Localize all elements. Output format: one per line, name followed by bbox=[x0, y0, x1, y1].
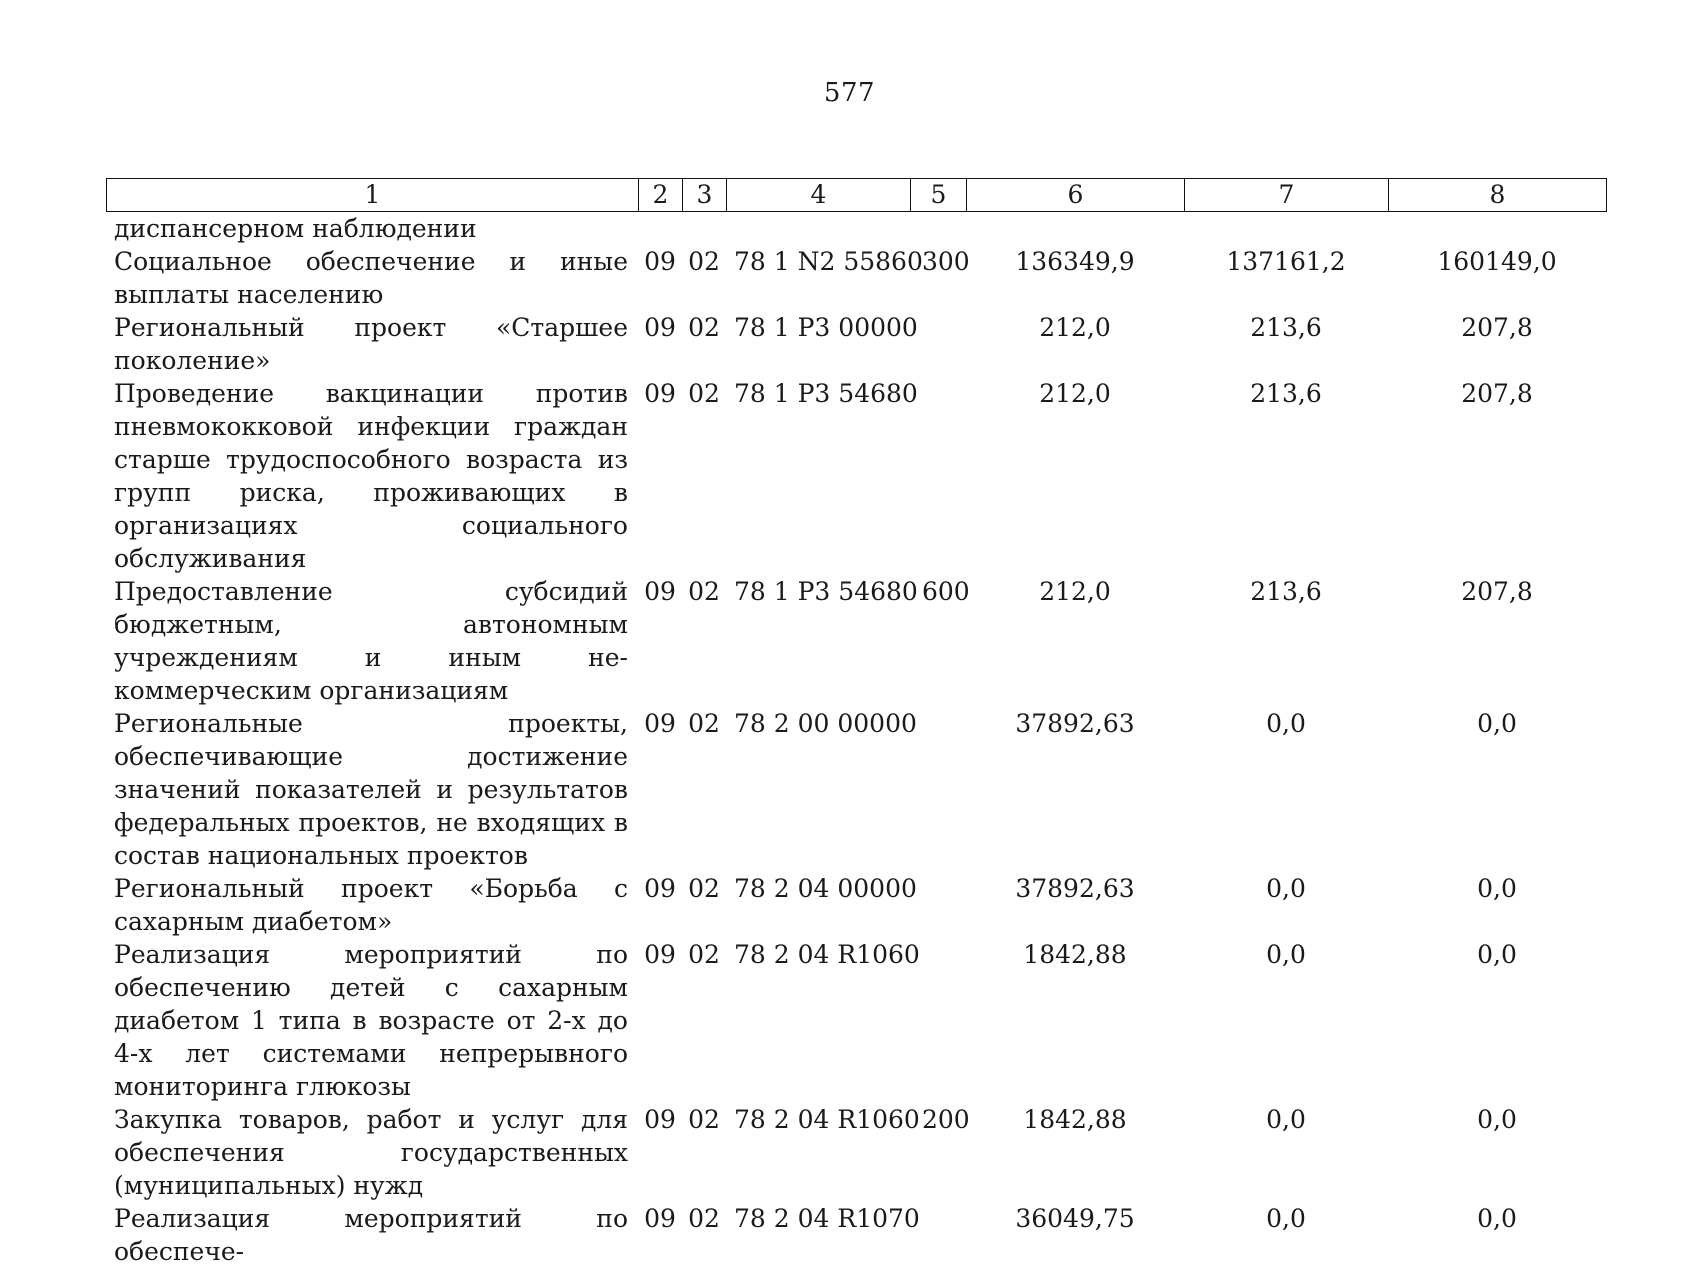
column-header-5: 5 bbox=[911, 179, 967, 212]
row-subsection: 02 bbox=[688, 709, 720, 738]
table-row bbox=[106, 707, 1606, 872]
table-body bbox=[106, 212, 1606, 1268]
row-subsection: 02 bbox=[688, 1105, 720, 1134]
row-target-code: 78 2 04 R1070 bbox=[734, 1204, 920, 1233]
row-subsection: 02 bbox=[688, 1204, 720, 1233]
row-target-code: 78 1 P3 54680 bbox=[734, 577, 918, 606]
row-subsection: 02 bbox=[688, 940, 720, 969]
row-expense-type: 600 bbox=[922, 577, 970, 606]
row-name: Проведение вакцинации против пневмококковой инфекции граждан старше трудоспособного возраста из групп риска, проживающих в организациях социального обслуживания bbox=[114, 379, 628, 573]
row-amount-col6: 1842,88 bbox=[1023, 940, 1127, 969]
row-section: 09 bbox=[644, 313, 676, 342]
row-name: диспансерном наблюдении bbox=[114, 214, 477, 243]
column-header-7: 7 bbox=[1185, 179, 1389, 212]
column-header-1: 1 bbox=[107, 179, 639, 212]
row-amount-col8 bbox=[1388, 212, 1606, 245]
row-amount-col7: 0,0 bbox=[1266, 940, 1306, 969]
row-subsection: 02 bbox=[688, 577, 720, 606]
row-expense-type bbox=[910, 212, 966, 245]
row-expense-type bbox=[910, 311, 966, 377]
row-name: Региональные проекты, обеспечивающие достижение значений показателей и результатов федеральных проектов, не входящих в состав национальных проектов bbox=[114, 709, 628, 870]
row-amount-col6 bbox=[966, 212, 1184, 245]
row-name: Предоставление субсидий бюджетным, автономным учреждениям и иным некоммерческим организациям bbox=[114, 577, 628, 705]
row-section: 09 bbox=[644, 940, 676, 969]
row-amount-col6: 212,0 bbox=[1039, 313, 1111, 342]
row-amount-col8: 0,0 bbox=[1477, 709, 1517, 738]
column-header-6: 6 bbox=[967, 179, 1185, 212]
row-section bbox=[638, 212, 682, 245]
table-row bbox=[106, 1202, 1606, 1268]
row-amount-col7: 0,0 bbox=[1266, 874, 1306, 903]
row-section: 09 bbox=[644, 1204, 676, 1233]
table-row bbox=[106, 938, 1606, 1103]
table-row bbox=[106, 212, 1606, 245]
row-subsection: 02 bbox=[688, 379, 720, 408]
row-amount-col6: 212,0 bbox=[1039, 577, 1111, 606]
row-target-code: 78 2 04 R1060 bbox=[734, 940, 920, 969]
row-amount-col7: 137161,2 bbox=[1226, 247, 1346, 276]
row-amount-col7: 213,6 bbox=[1250, 379, 1322, 408]
row-expense-type: 200 bbox=[922, 1105, 970, 1134]
row-name: Региональный проект «Борьба с сахарным диабетом» bbox=[114, 874, 628, 936]
budget-table bbox=[106, 178, 1606, 1268]
row-amount-col6: 36049,75 bbox=[1015, 1204, 1135, 1233]
table-row bbox=[106, 872, 1606, 938]
table-row bbox=[106, 1103, 1606, 1202]
row-amount-col8: 207,8 bbox=[1461, 313, 1533, 342]
row-target-code: 78 2 04 00000 bbox=[734, 874, 917, 903]
row-amount-col7 bbox=[1184, 212, 1388, 245]
row-section: 09 bbox=[644, 874, 676, 903]
page-number: 577 bbox=[823, 78, 876, 108]
row-expense-type bbox=[910, 1202, 966, 1268]
row-amount-col8: 0,0 bbox=[1477, 1105, 1517, 1134]
row-subsection bbox=[682, 212, 726, 245]
table-header bbox=[106, 178, 1607, 212]
column-header-3: 3 bbox=[683, 179, 727, 212]
row-subsection: 02 bbox=[688, 874, 720, 903]
column-header-8: 8 bbox=[1389, 179, 1607, 212]
row-section: 09 bbox=[644, 577, 676, 606]
row-name: Закупка товаров, работ и услуг для обеспечения государственных (муниципальных) нужд bbox=[114, 1105, 628, 1200]
row-amount-col8: 0,0 bbox=[1477, 874, 1517, 903]
row-amount-col6: 37892,63 bbox=[1015, 874, 1135, 903]
row-target-code: 78 2 00 00000 bbox=[734, 709, 917, 738]
row-amount-col7: 0,0 bbox=[1266, 1204, 1306, 1233]
row-expense-type bbox=[910, 377, 966, 575]
row-name: Реализация мероприятий по обеспече- bbox=[114, 1204, 628, 1266]
column-header-4: 4 bbox=[727, 179, 911, 212]
table-row bbox=[106, 575, 1606, 707]
row-expense-type bbox=[910, 707, 966, 872]
row-amount-col7: 213,6 bbox=[1250, 577, 1322, 606]
column-header-2: 2 bbox=[639, 179, 683, 212]
row-section: 09 bbox=[644, 1105, 676, 1134]
row-target-code: 78 2 04 R1060 bbox=[734, 1105, 920, 1134]
table-row bbox=[106, 245, 1606, 311]
row-amount-col7: 0,0 bbox=[1266, 709, 1306, 738]
row-amount-col6: 37892,63 bbox=[1015, 709, 1135, 738]
row-amount-col6: 212,0 bbox=[1039, 379, 1111, 408]
row-section: 09 bbox=[644, 709, 676, 738]
row-amount-col8: 160149,0 bbox=[1437, 247, 1557, 276]
row-amount-col7: 0,0 bbox=[1266, 1105, 1306, 1134]
row-amount-col8: 207,8 bbox=[1461, 379, 1533, 408]
row-section: 09 bbox=[644, 247, 676, 276]
row-amount-col8: 207,8 bbox=[1461, 577, 1533, 606]
row-amount-col8: 0,0 bbox=[1477, 1204, 1517, 1233]
row-name: Реализация мероприятий по обеспечению детей с сахарным диабетом 1 типа в возрасте от 2-х до 4-х лет системами непрерывного мониторинга глюкозы bbox=[114, 940, 628, 1101]
row-subsection: 02 bbox=[688, 313, 720, 342]
row-amount-col7: 213,6 bbox=[1250, 313, 1322, 342]
row-amount-col8: 0,0 bbox=[1477, 940, 1517, 969]
row-target-code bbox=[726, 212, 910, 245]
row-section: 09 bbox=[644, 379, 676, 408]
row-amount-col6: 1842,88 bbox=[1023, 1105, 1127, 1134]
table-row bbox=[106, 377, 1606, 575]
row-target-code: 78 1 P3 54680 bbox=[734, 379, 918, 408]
row-name: Региональный проект «Старшее поколение» bbox=[114, 313, 628, 375]
row-target-code: 78 1 N2 55860 bbox=[734, 247, 923, 276]
row-name: Социальное обеспечение и иные выплаты населению bbox=[114, 247, 628, 309]
row-subsection: 02 bbox=[688, 247, 720, 276]
row-target-code: 78 1 P3 00000 bbox=[734, 313, 918, 342]
table-row bbox=[106, 311, 1606, 377]
row-expense-type bbox=[910, 872, 966, 938]
row-expense-type: 300 bbox=[922, 247, 970, 276]
row-amount-col6: 136349,9 bbox=[1015, 247, 1135, 276]
